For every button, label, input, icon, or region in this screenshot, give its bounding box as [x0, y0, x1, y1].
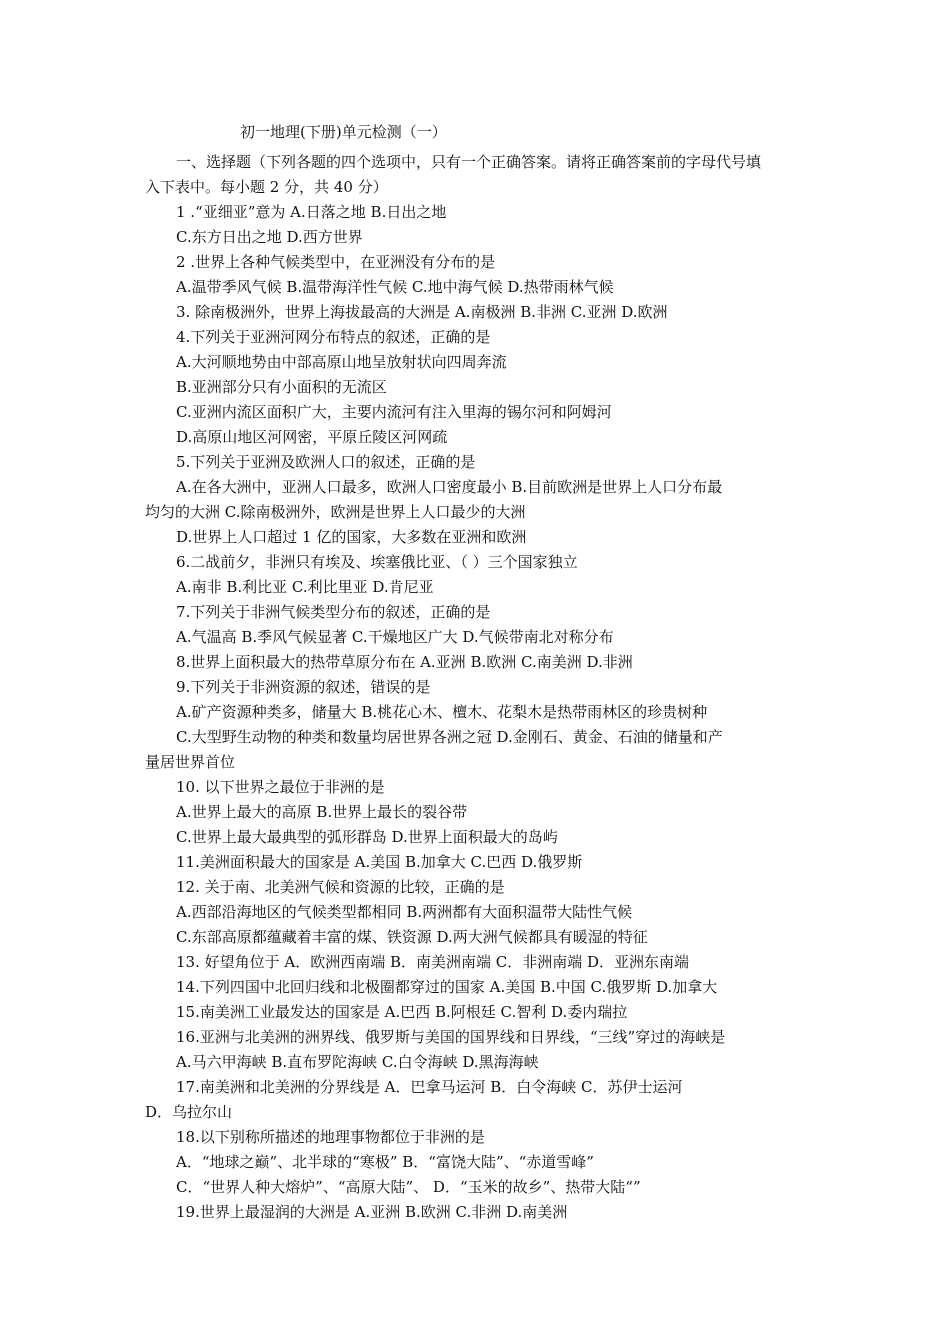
- question-12-options-cd: C.东部高原都蕴藏着丰富的煤、铁资源 D.两大洲气候都具有暖湿的特征: [176, 928, 648, 946]
- question-19: 19.世界上最湿润的大洲是 A.亚洲 B.欧洲 C.非洲 D.南美洲: [176, 1203, 568, 1221]
- question-4-option-c: C.亚洲内流区面积广大，主要内流河有注入里海的锡尔河和阿姆河: [176, 403, 612, 421]
- question-6: 6.二战前夕，非洲只有埃及、埃塞俄比亚、（ ）三个国家独立: [176, 553, 578, 571]
- question-13: 13. 好望角位于 A．欧洲西南端 B．南美洲南端 C．非洲南端 D．亚洲东南端: [176, 953, 690, 971]
- question-9: 9.下列关于非洲资源的叙述，错误的是: [176, 678, 431, 696]
- question-8: 8.世界上面积最大的热带草原分布在 A.亚洲 B.欧洲 C.南美洲 D.非洲: [176, 653, 633, 671]
- question-15: 15.南美洲工业最发达的国家是 A.巴西 B.阿根廷 C.智利 D.委内瑞拉: [176, 1003, 628, 1021]
- question-2: 2 .世界上各种气候类型中，在亚洲没有分布的是: [176, 253, 496, 271]
- question-7-options: A.气温高 B.季风气候显著 C.干燥地区广大 D.气候带南北对称分布: [176, 628, 614, 646]
- question-1: 1 .“亚细亚”意为 A.日落之地 B.日出之地: [176, 203, 447, 221]
- question-7: 7.下列关于非洲气候类型分布的叙述，正确的是: [176, 603, 491, 621]
- question-9-option-d-cont: 量居世界首位: [145, 753, 236, 771]
- question-1-options: C.东方日出之地 D.西方世界: [176, 228, 363, 246]
- question-14: 14.下列四国中北回归线和北极圈都穿过的国家 A.美国 B.中国 C.俄罗斯 D.加拿大: [176, 978, 718, 996]
- question-5-options-bc: 均匀的大洲 C.除南极洲外，欧洲是世界上人口最少的大洲: [145, 503, 526, 521]
- question-5-option-d: D.世界上人口超过 1 亿的国家，大多数在亚洲和欧洲: [176, 528, 527, 546]
- question-10-options-ab: A.世界上最大的高原 B.世界上最长的裂谷带: [176, 803, 468, 821]
- question-16: 16.亚洲与北美洲的洲界线、俄罗斯与美国的国界线和日界线，“三线”穿过的海峡是: [176, 1028, 726, 1046]
- question-4-option-d: D.高原山地区河网密，平原丘陵区河网疏: [176, 428, 448, 446]
- question-18-options-ab: A．“地球之巅”、北半球的“寒极” B．“富饶大陆”、“赤道雪峰”: [176, 1153, 594, 1171]
- question-17-option-d: D．乌拉尔山: [145, 1103, 233, 1121]
- question-2-options: A.温带季风气候 B.温带海洋性气候 C.地中海气候 D.热带雨林气候: [176, 278, 614, 296]
- question-5: 5.下列关于亚洲及欧洲人口的叙述，正确的是: [176, 453, 476, 471]
- question-12: 12. 关于南、北美洲气候和资源的比较，正确的是: [176, 878, 505, 896]
- question-6-options: A.南非 B.利比亚 C.利比里亚 D.肯尼亚: [176, 578, 434, 596]
- section-heading: 一、选择题（下列各题的四个选项中，只有一个正确答案。请将正确答案前的字母代号填: [176, 153, 762, 171]
- question-18: 18.以下别称所描述的地理事物都位于非洲的是: [176, 1128, 485, 1146]
- question-4-option-b: B.亚洲部分只有小面积的无流区: [176, 378, 387, 396]
- question-16-options: A.马六甲海峡 B.直布罗陀海峡 C.白令海峡 D.黑海海峡: [176, 1053, 539, 1071]
- question-9-options-cd: C.大型野生动物的种类和数量均居世界各洲之冠 D.金刚石、黄金、石油的储量和产: [176, 728, 723, 746]
- question-17: 17.南美洲和北美洲的分界线是 A．巴拿马运河 B．白令海峡 C．苏伊士运河: [176, 1078, 683, 1096]
- question-4: 4.下列关于亚洲河网分布特点的叙述，正确的是: [176, 328, 491, 346]
- question-10: 10. 以下世界之最位于非洲的是: [176, 778, 385, 796]
- question-11: 11.美洲面积最大的国家是 A.美国 B.加拿大 C.巴西 D.俄罗斯: [176, 853, 583, 871]
- section-heading-cont: 入下表中。每小题 2 分，共 40 分）: [145, 178, 388, 196]
- question-4-option-a: A.大河顺地势由中部高原山地呈放射状向四周奔流: [176, 353, 507, 371]
- question-3: 3. 除南极洲外，世界上海拔最高的大洲是 A.南极洲 B.非洲 C.亚洲 D.欧洲: [176, 303, 668, 321]
- question-9-options-ab: A.矿产资源种类多，储量大 B.桃花心木、檀木、花梨木是热带雨林区的珍贵树种: [176, 703, 708, 721]
- question-12-options-ab: A.西部沿海地区的气候类型都相同 B.两洲都有大面积温带大陆性气候: [176, 903, 633, 921]
- question-5-options-ab: A.在各大洲中，亚洲人口最多，欧洲人口密度最小 B.目前欧洲是世界上人口分布最: [176, 478, 723, 496]
- question-18-options-cd: C．“世界人种大熔炉”、“高原大陆”、 D．“玉米的故乡”、热带大陆“”: [176, 1178, 641, 1196]
- question-10-options-cd: C.世界上最大最典型的弧形群岛 D.世界上面积最大的岛屿: [176, 828, 558, 846]
- page-title: 初一地理(下册)单元检测（一）: [240, 123, 447, 141]
